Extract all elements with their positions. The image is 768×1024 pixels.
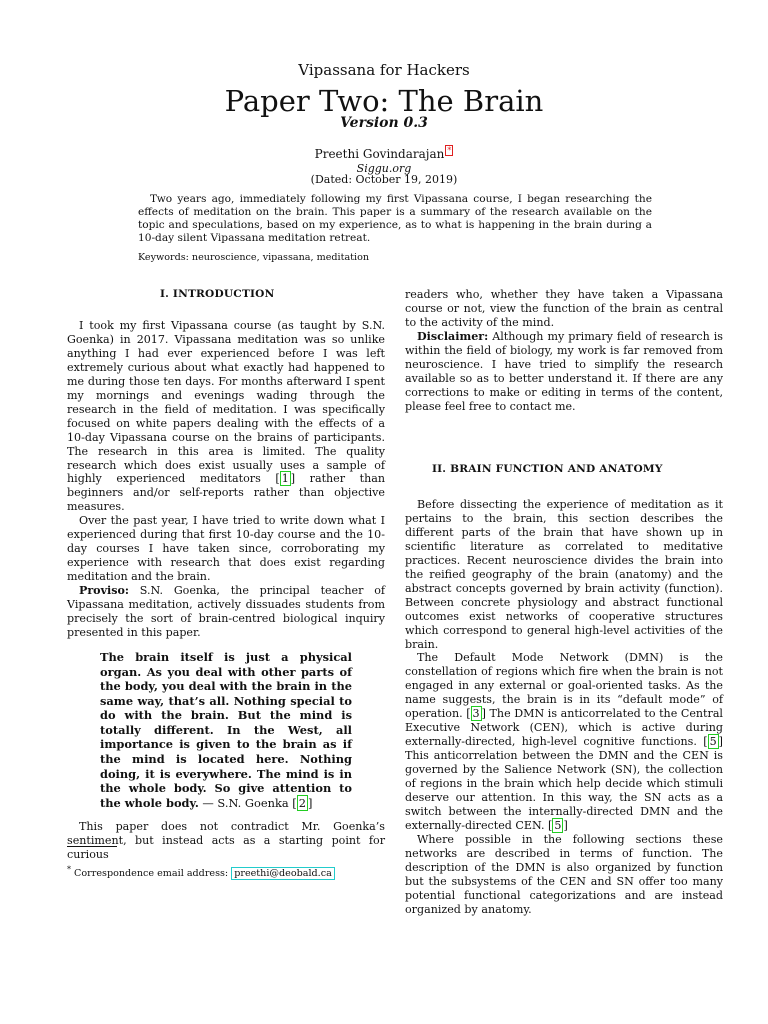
footnote: * Correspondence email address: preethi@deobald.ca: [67, 865, 335, 879]
section2-paragraph-2: The Default Mode Network (DMN) is the constellation of regions which fire when the brain is not engaged in any external or goal-oriented tasks. As the name suggests, the brain is in its “default mode” of operation. [ 3 ] The DMN is anticorrelated to the Central Executive Network (CEN), which is active during externally-directed, high-level cognitive functions. [ 5 ] This anticorrelation between the DMN and the CEN is governed by the Salience Network (SN), the collection of regions in the brain which help decide which stimuli deserve our attention. In this way, the SN acts as a switch between the internally-directed DMN and the externally-directed CEN. [ 5 ]: [405, 651, 723, 832]
paper-title: Paper Two: The Brain: [224, 84, 544, 118]
citation-link[interactable]: 3: [472, 707, 480, 721]
section2-paragraph-3: Where possible in the following sections these networks are described in terms of function. The description of the DMN is also organized by function but the subsystems of the CEN and SN offer too many potential functional categorizations and are instead organized by anatomy.: [405, 832, 723, 916]
email-link[interactable]: preethi@deobald.ca: [231, 867, 335, 880]
proviso-label: Proviso:: [79, 584, 129, 598]
citation-link[interactable]: 1: [281, 472, 289, 486]
goenka-quote: The brain itself is just a physical organ. As you deal with other parts of the body, you deal with the brain in the same way, that’s all. Nothing special to do with the brain. But the mind is totally different. In the West, all importance is given to the brain as if the mind is located here. Nothing doing, it is everywhere. The mind is in the whole body. So give attention to the whole body. — S.N. Goenka [ 2 ]: [100, 649, 352, 810]
section2-paragraph-1: Before dissecting the experience of meditation as it pertains to the brain, this section describes the different parts of the brain that have shown up in scientific literature as correlated to meditative practices. Recent neuroscience divides the brain into the reified geography of the brain (anatomy) and the abstract concepts governed by brain activity (function). Between concrete physiology and abstract functional outcomes exist networks of cooperative structures which correspond to general high-level activities of the brain.: [405, 498, 723, 651]
disclaimer-label: Disclaimer:: [417, 329, 489, 343]
left-column: [67, 319, 385, 862]
intro-paragraph-3: This paper does not contradict Mr. Goenka’s sentiment, but instead acts as a starting point for curious: [67, 820, 385, 862]
intro-paragraph-2: Over the past year, I have tried to write down what I experienced during that first 10-day course and the 10-day courses I have taken since, corroborating my experience with research that does exist regarding meditation and the brain.: [67, 514, 385, 584]
disclaimer-paragraph: Disclaimer: Although my primary field of research is within the field of biology, my work is far removed from neuroscience. I have tried to simplify the research available so as to better understand it. If there are any corrections to make or editing in terms of the content, please feel free to contact me.: [405, 329, 723, 413]
author-footnote-mark[interactable]: *: [447, 146, 452, 155]
intro-continuation: readers who, whether they have taken a Vipassana course or not, view the function of the brain as central to the activity of the mind.: [405, 288, 723, 329]
author-name: Preethi Govindarajan: [314, 147, 445, 161]
right-column-section2: [405, 498, 723, 917]
abstract: Two years ago, immediately following my first Vipassana course, I began researching the effects of meditation on the brain. This paper is a summary of the research available on the topic and speculations, based on my experience, as to what is happening in the brain during a 10-day silent Vipassana meditation retreat.: [138, 193, 652, 244]
intro-paragraph-1: I took my first Vipassana course (as taught by S.N. Goenka) in 2017. Vipassana meditation was so unlike anything I had ever experienced before I was left extremely curious about what exactly had happened to me during those ten days. For months afterward I spent my mornings and evenings wading through the research in the field of meditation. I was specifically focused on white papers dealing with the effects of a 10-day Vipassana course on the brains of participants. The research in this area is limited. The quality research which does exist usually uses a sample of highly experienced meditators [ 1 ] rather than beginners and/or self-reports rather than objective measures.: [67, 319, 385, 514]
affiliation: Siggu.org: [356, 162, 412, 175]
citation-link[interactable]: 5: [709, 735, 717, 749]
author-line: [0, 146, 768, 161]
footnote-rule: [67, 846, 117, 847]
section-heading-introduction: I. INTRODUCTION: [160, 288, 275, 300]
section-heading-brain-function: II. BRAIN FUNCTION AND ANATOMY: [432, 463, 663, 475]
proviso-paragraph: Proviso: S.N. Goenka, the principal teacher of Vipassana meditation, actively dissuades students from precisely the sort of brain-centred biological inquiry presented in this paper.: [67, 584, 385, 639]
citation-link[interactable]: 5: [554, 818, 562, 832]
paper-version: Version 0.3: [340, 115, 428, 131]
right-column-top: [405, 288, 723, 414]
paper-series: Vipassana for Hackers: [298, 61, 470, 79]
date-line: (Dated: October 19, 2019): [310, 173, 458, 186]
citation-link[interactable]: 2: [298, 795, 306, 810]
keywords: Keywords: neuroscience, vipassana, meditation: [138, 252, 370, 263]
